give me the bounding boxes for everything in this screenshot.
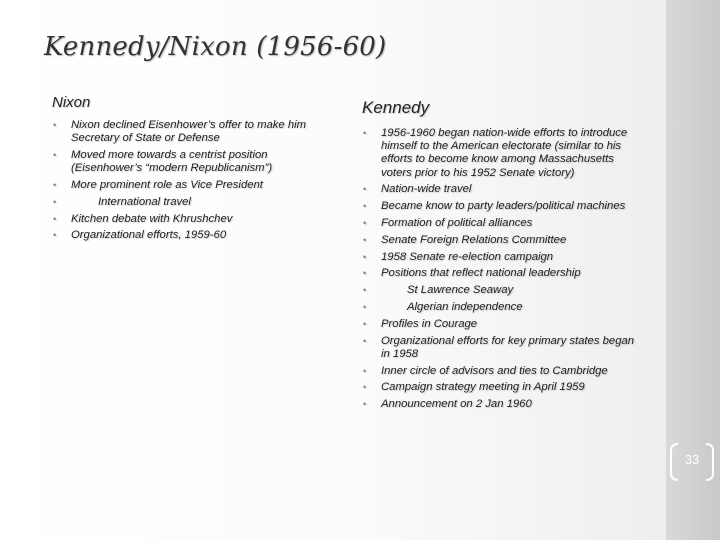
bullet-icon: •	[363, 128, 367, 138]
bullet-icon: •	[363, 301, 367, 312]
bullet-icon: •	[53, 180, 57, 190]
list-item-text: 1958 Senate re-election campaign	[381, 250, 554, 263]
bullet-icon: •	[53, 213, 57, 224]
list-item-text: Moved more towards a centrist position (Eisenhower’s “modern Republicanism”)	[71, 149, 273, 175]
slide-title: Kennedy/Nixon (1956-60)	[44, 32, 387, 62]
list-item-text: Organizational efforts for key primary states began in 1958	[381, 334, 635, 360]
page-number: 33	[684, 452, 700, 467]
list-item-text: Campaign strategy meeting in April 1959	[381, 381, 585, 394]
list-item-text: Kitchen debate with Khrushchev	[71, 212, 233, 225]
bullet-icon: •	[363, 318, 367, 329]
list-item-text: Became know to party leaders/political machines	[381, 200, 626, 213]
list-item	[362, 335, 642, 361]
bullet-icon: •	[53, 230, 57, 241]
list-item	[362, 267, 642, 280]
bullet-icon: •	[53, 150, 57, 160]
list-item	[362, 284, 642, 297]
bullet-icon: •	[363, 399, 367, 410]
list-item	[52, 196, 337, 209]
bullet-icon: •	[363, 251, 367, 262]
list-item-text: Inner circle of advisors and ties to Cambridge	[381, 364, 608, 377]
kennedy-heading: Kennedy	[362, 98, 430, 117]
list-item	[362, 365, 642, 378]
list-item-text: Announcement on 2 Jan 1960	[381, 398, 532, 411]
bullet-icon: •	[363, 184, 367, 195]
list-item	[362, 127, 642, 180]
kennedy-column	[362, 98, 642, 415]
list-item	[52, 213, 337, 226]
kennedy-bullet-list	[362, 127, 642, 411]
bullet-icon: •	[363, 335, 367, 346]
list-item	[362, 381, 642, 394]
list-item-text: Nation-wide travel	[381, 183, 472, 196]
list-item-text: Profiles in Courage	[381, 317, 478, 330]
list-item	[362, 200, 642, 213]
list-item	[52, 229, 337, 242]
list-item-text: St Lawrence Seaway	[407, 284, 514, 297]
list-item	[362, 318, 642, 331]
bullet-icon: •	[53, 196, 57, 207]
list-item-text: International travel	[98, 195, 191, 208]
list-item	[52, 179, 337, 192]
list-item-text: More prominent role as Vice President	[71, 179, 263, 191]
bullet-icon: •	[363, 382, 367, 393]
list-item	[362, 183, 642, 196]
list-item	[52, 149, 337, 175]
list-item-text: Senate Foreign Relations Committee	[381, 233, 567, 246]
list-item	[362, 398, 642, 411]
list-item-text: Positions that reflect national leadership	[381, 267, 581, 280]
list-item-text: 1956-1960 began nation-wide efforts to introduce himself to the American electorate (similar to his efforts to become know among Massachusetts voters prior to his 1952 Senate victory)	[381, 127, 628, 179]
list-item-text: Algerian independence	[407, 300, 523, 313]
bullet-icon: •	[363, 201, 367, 212]
list-item	[362, 234, 642, 247]
list-item	[52, 119, 337, 145]
list-item-text: Nixon declined Eisenhower’s offer to make him Secretary of State or Defense	[71, 119, 307, 145]
nixon-column	[52, 94, 337, 246]
list-item	[362, 251, 642, 264]
bullet-icon: •	[363, 268, 367, 279]
bullet-icon: •	[53, 120, 57, 130]
bullet-icon: •	[363, 234, 367, 245]
bullet-icon: •	[363, 365, 367, 376]
nixon-heading: Nixon	[52, 94, 91, 111]
list-item	[362, 217, 642, 230]
page-number-badge	[668, 442, 716, 482]
bullet-icon: •	[363, 218, 367, 228]
bullet-icon: •	[363, 285, 367, 296]
list-item-text: Formation of political alliances	[381, 217, 533, 229]
list-item	[362, 301, 642, 314]
list-item-text: Organizational efforts, 1959-60	[71, 229, 227, 242]
nixon-bullet-list	[52, 119, 337, 243]
